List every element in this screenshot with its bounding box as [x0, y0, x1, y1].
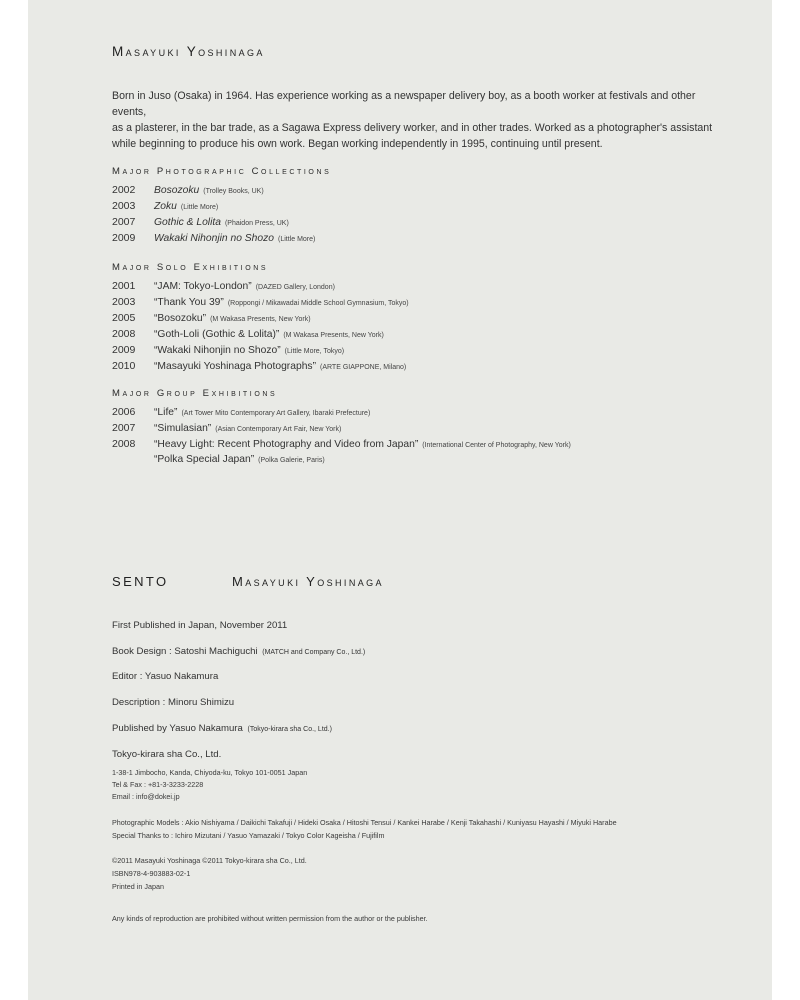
- list-item: [112, 280, 732, 296]
- item-year: 2007: [112, 216, 136, 228]
- author-heading: Masayuki Yoshinaga: [112, 44, 265, 59]
- book-author: Masayuki Yoshinaga: [232, 574, 384, 589]
- item-note: (Roppongi / Mikawadai Middle School Gymnasium, Tokyo): [227, 300, 409, 307]
- item-year: 2008: [112, 328, 136, 340]
- item-note: (Art Tower Mito Contemporary Art Gallery, Ibaraki Prefecture): [181, 410, 371, 417]
- item-title: “Bosozoku”: [154, 313, 207, 324]
- isbn: ISBN978-4-903883-02-1: [112, 869, 191, 878]
- item-title: “Polka Special Japan”: [154, 454, 255, 465]
- list-item: [112, 438, 732, 454]
- photographic-models: Photographic Models : Akio Nishiyama / Daikichi Takafuji / Hideki Osaka / Hitoshi Tensui / Kankei Harabe / Kenji Takahashi / Kuniyasu Hayashi / Miyuki Harabe: [112, 818, 617, 827]
- list-item: [112, 296, 732, 312]
- item-year: 2007: [112, 422, 136, 434]
- published-by-text: Published by Yasuo Nakamura: [112, 723, 243, 734]
- group-list: [112, 406, 732, 470]
- book-title: SENTO: [112, 574, 169, 589]
- list-item: [112, 200, 732, 216]
- item-year: 2003: [112, 296, 136, 308]
- list-item: [112, 328, 732, 344]
- item-note: (DAZED Gallery, London): [255, 284, 335, 291]
- item-note: (Little More): [278, 236, 316, 243]
- item-title: “JAM: Tokyo-London”: [154, 281, 252, 292]
- item-note: (ARTE GIAPPONE, Milano): [320, 364, 407, 371]
- item-year: 2006: [112, 406, 136, 418]
- item-title: “Life”: [154, 407, 178, 418]
- publisher-address: 1-38-1 Jimbocho, Kanda, Chiyoda-ku, Tokyo 101-0051 Japan: [112, 768, 308, 777]
- list-item: [112, 422, 732, 438]
- rights-notice: Any kinds of reproduction are prohibited without written permission from the author or the publisher.: [112, 914, 428, 923]
- item-title: “Goth-Loli (Gothic & Lolita)”: [154, 329, 280, 340]
- item-title: Wakaki Nihonjin no Shozo: [154, 233, 275, 244]
- item-note: (M Wakasa Presents, New York): [210, 316, 311, 323]
- item-year: 2009: [112, 344, 136, 356]
- biography: [112, 88, 732, 152]
- collections-heading: Major Photographic Collections: [112, 166, 332, 177]
- item-note: (Polka Galerie, Paris): [258, 457, 325, 464]
- item-title: Gothic & Lolita: [154, 217, 221, 228]
- item-note: (Asian Contemporary Art Fair, New York): [215, 426, 342, 433]
- list-item: [112, 454, 732, 470]
- list-item: [112, 344, 732, 360]
- item-year: 2002: [112, 184, 136, 196]
- published-by: [112, 723, 332, 734]
- item-note: (M Wakasa Presents, New York): [283, 332, 384, 339]
- book-title-line: [112, 574, 384, 589]
- item-title: Zoku: [154, 201, 177, 212]
- item-note: (Trolley Books, UK): [203, 188, 264, 195]
- copyright: ©2011 Masayuki Yoshinaga ©2011 Tokyo-kirara sha Co., Ltd.: [112, 856, 307, 865]
- item-title: “Wakaki Nihonjin no Shozo”: [154, 345, 281, 356]
- solo-heading: Major Solo Exhibitions: [112, 262, 269, 273]
- item-note: (Little More): [180, 204, 219, 211]
- item-title: “Heavy Light: Recent Photography and Video from Japan”: [154, 439, 419, 450]
- collections-list: [112, 184, 732, 248]
- published-by-note: (Tokyo-kirara sha Co., Ltd.): [247, 726, 332, 733]
- editor: Editor : Yasuo Nakamura: [112, 671, 219, 682]
- book-design-text: Book Design : Satoshi Machiguchi: [112, 646, 258, 657]
- bio-line: while beginning to produce his own work. Began working independently in 1995, continuing until present.: [112, 138, 603, 150]
- list-item: [112, 406, 732, 422]
- publisher-email: Email : info@dokei.jp: [112, 792, 180, 801]
- bio-line: as a plasterer, in the bar trade, as a Sagawa Express delivery worker, and in other trades. Worked as a photographer's assistant: [112, 122, 713, 134]
- item-year: 2001: [112, 280, 136, 292]
- list-item: [112, 216, 732, 232]
- book-design: [112, 646, 365, 657]
- item-note: (Little More, Tokyo): [284, 348, 345, 355]
- item-year: 2003: [112, 200, 136, 212]
- item-note: (Phaidon Press, UK): [224, 220, 289, 227]
- description-credit: Description : Minoru Shimizu: [112, 697, 235, 708]
- publisher-tel: Tel & Fax : +81-3-3233-2228: [112, 780, 204, 789]
- item-year: 2005: [112, 312, 136, 324]
- item-title: “Thank You 39”: [154, 297, 224, 308]
- book-page: [28, 0, 772, 1000]
- item-year: 2008: [112, 438, 136, 450]
- item-note: (International Center of Photography, New York): [422, 442, 571, 449]
- list-item: [112, 312, 732, 328]
- item-title: “Simulasian”: [154, 423, 212, 434]
- list-item: [112, 360, 732, 376]
- item-year: 2010: [112, 360, 136, 372]
- first-published: First Published in Japan, November 2011: [112, 620, 288, 631]
- special-thanks: Special Thanks to : Ichiro Mizutani / Yasuo Yamazaki / Tokyo Color Kageisha / Fujifilm: [112, 831, 385, 840]
- group-heading: Major Group Exhibitions: [112, 388, 278, 399]
- list-item: [112, 184, 732, 200]
- item-title: “Masayuki Yoshinaga Photographs”: [154, 361, 316, 372]
- publisher-name: Tokyo-kirara sha Co., Ltd.: [112, 749, 222, 760]
- list-item: [112, 232, 732, 248]
- solo-list: [112, 280, 732, 376]
- book-design-note: (MATCH and Company Co., Ltd.): [262, 649, 366, 656]
- item-year: 2009: [112, 232, 136, 244]
- item-title: Bosozoku: [154, 185, 200, 196]
- bio-line: Born in Juso (Osaka) in 1964. Has experience working as a newspaper delivery boy, as a booth worker at festivals and other events,: [112, 90, 696, 118]
- printed-in: Printed in Japan: [112, 882, 164, 891]
